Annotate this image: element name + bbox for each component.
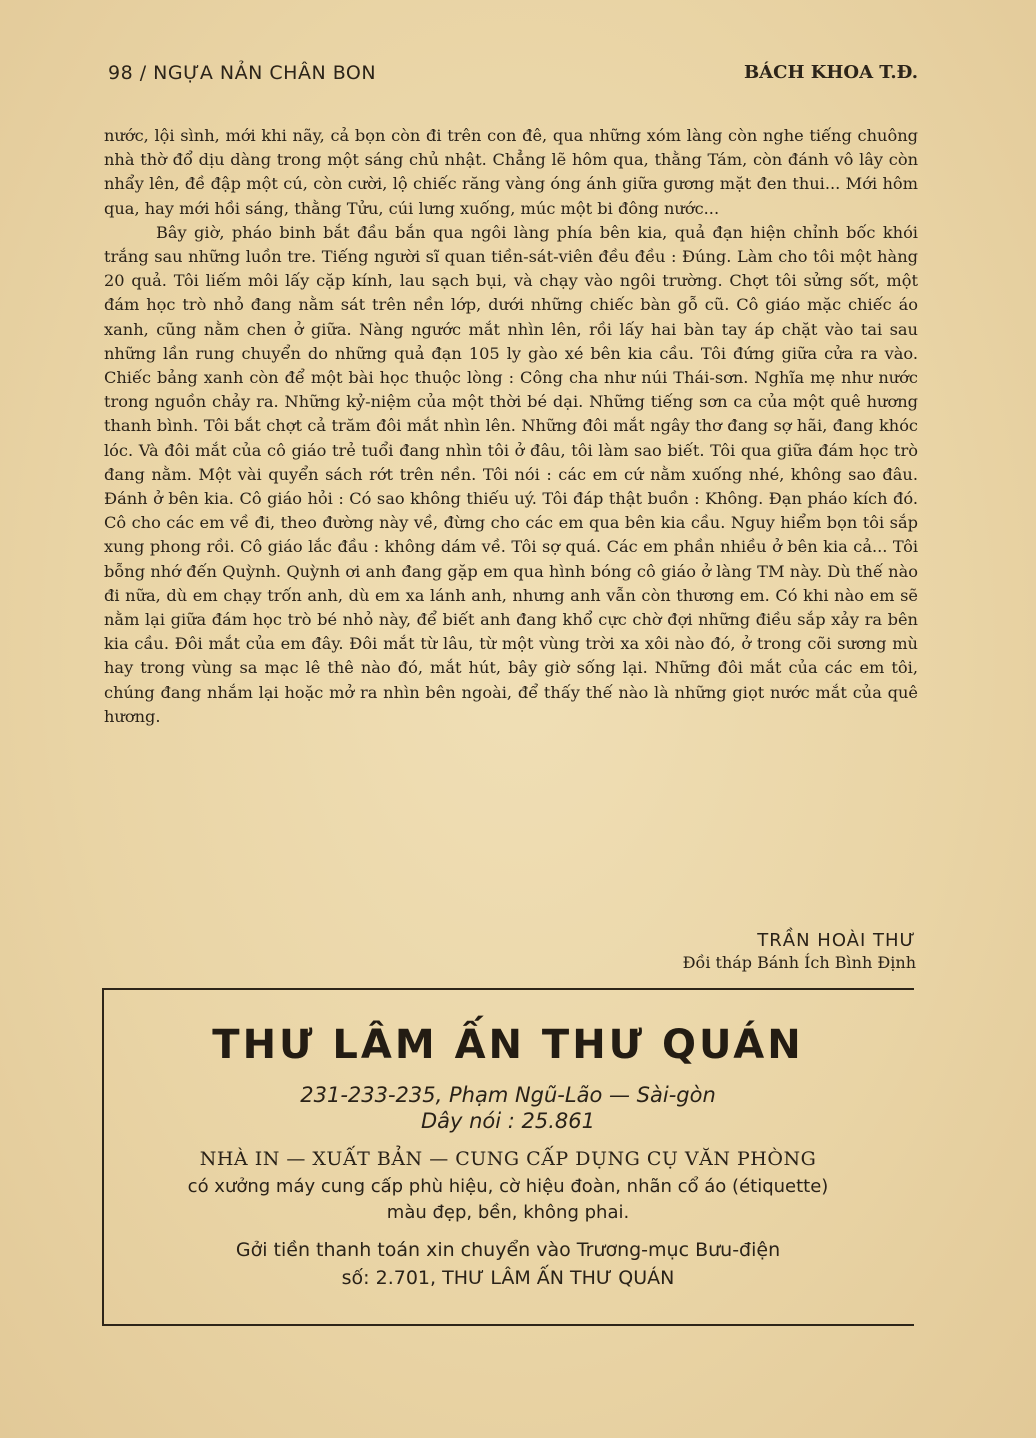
ad-border-top <box>102 988 914 990</box>
ad-description-line-1: có xưởng máy cung cấp phù hiệu, cờ hiệu đoàn, nhãn cổ áo (étiquette) <box>187 1176 829 1197</box>
article-body <box>104 124 918 729</box>
author-name: TRẦN HOÀI THƯ <box>757 930 916 951</box>
ad-description-line-2: màu đẹp, bền, không phai. <box>386 1202 630 1223</box>
ad-payment-line-2: số: 2.701, THƯ LÂM ẤN THƯ QUÁN <box>341 1267 675 1289</box>
author-location: Đồi tháp Bánh Ích Bình Định <box>682 953 916 972</box>
ad-address: 231-233-235, Phạm Ngũ-Lão — Sài-gòn <box>300 1083 716 1107</box>
page-number-and-title: 98 / NGỰA NẢN CHÂN BON <box>108 62 377 84</box>
magazine-name: BÁCH KHOA T.Đ. <box>743 62 918 83</box>
advertisement <box>104 1000 912 1292</box>
paragraph-1: nước, lội sình, mới khi nãy, cả bọn còn đi trên con đê, qua những xóm làng còn nghe tiếng chuông nhà thờ đổ dịu dàng trong một sáng chủ nhật. Chẳng lẽ hôm qua, thằng Tám, còn đánh vô lây còn nhẩy lên, đề đập một cú, còn cười, lộ chiếc răng vàng óng ánh giữa gương mặt đen thui... Mới hôm qua, hay mới hồi sáng, thằng Tửu, cúi lưng xuống, múc một bi đông nước... <box>104 126 918 218</box>
ad-border-bottom <box>102 1324 914 1326</box>
ad-payment-line-1: Gởi tiền thanh toán xin chuyển vào Trương-mục Bưu-điện <box>235 1239 781 1261</box>
ad-title: THƯ LÂM ẤN THƯ QUÁN <box>212 1022 804 1068</box>
author-signature <box>683 930 916 972</box>
ad-phone: Dây nói : 25.861 <box>420 1109 596 1133</box>
ad-services: NHÀ IN — XUẤT BẢN — CUNG CẤP DỤNG CỤ VĂN PHÒNG <box>199 1148 817 1170</box>
paragraph-2: Bây giờ, pháo binh bắt đầu bắn qua ngôi làng phía bên kia, quả đạn hiện chỉnh bốc khói trắng sau những luồn tre. Tiếng người sĩ quan tiền-sát-viên đều đều : Đúng. Làm cho tôi một hàng 20 quả. Tôi liếm môi lấy cặp kính, lau sạch bụi, và chạy vào ngôi trường. Chợt tôi sửng sốt, một đám học trò nhỏ đang nằm sát trên nền lớp, dưới những chiếc bàn gỗ cũ. Cô giáo mặc chiếc áo xanh, cũng nằm chen ở giữa. Nàng ngước mắt nhìn lên, rồi lấy hai bàn tay áp chặt vào tai sau những lần rung chuyển do những quả đạn 105 ly gào xé bên kia cầu. Tôi đứng giữa cửa ra vào. Chiếc bảng xanh còn để một bài học thuộc lòng : Công cha như núi Thái-sơn. Nghĩa mẹ như nước trong nguồn chảy ra. Những kỷ-niệm của một thời bé dại. Những tiếng sơn ca của một quê hương thanh bình. Tôi bắt chợt cả trăm đôi mắt nhìn lên. Những đôi mắt ngây thơ đang sợ hãi, đang khóc lóc. Và đôi mắt của cô giáo trẻ tuổi đang nhìn tôi ở đâu, tôi làm sao biết. Tôi qua giữa đám học trò đang nằm. Một vài quyển sách rớt trên nền. Tôi nói : các em cứ nằm xuống nhé, không sao đâu. Đánh ở bên kia. Cô giáo hỏi : Có sao không thiếu uý. Tôi đáp thật buồn : Không. Đạn pháo kích đó. Cô cho các em về đi, theo đường này về, đừng cho các em qua bên kia cầu. Nguy hiểm bọn tôi sắp xung phong rồi. Cô giáo lắc đầu : không dám về. Tôi sợ quá. Các em phần nhiều ở bên kia cả... Tôi bỗng nhớ đến Quỳnh. Quỳnh ơi anh đang gặp em qua hình bóng cô giáo ở làng TM này. Dù thế nào đi nữa, dù em chạy trốn anh, dù em xa lánh anh, nhưng anh vẫn còn thương em. Có khi nào em sẽ nằm lại giữa đám học trò bé nhỏ này, để biết anh đang khổ cực chờ đợi những điều sắp xảy ra bên kia cầu. Đôi mắt của em đây. Đôi mắt từ lâu, từ một vùng trời xa xôi nào đó, ở trong cõi sương mù hay trong vùng sa mạc lê thê nào đó, mắt hút, bây giờ sống lại. Những đôi mắt của các em tôi, chúng đang nhắm lại hoặc mở ra nhìn bên ngoài, để thấy thế nào là những giọt nước mắt của quê hương. <box>104 222 918 726</box>
page-header <box>108 62 918 92</box>
